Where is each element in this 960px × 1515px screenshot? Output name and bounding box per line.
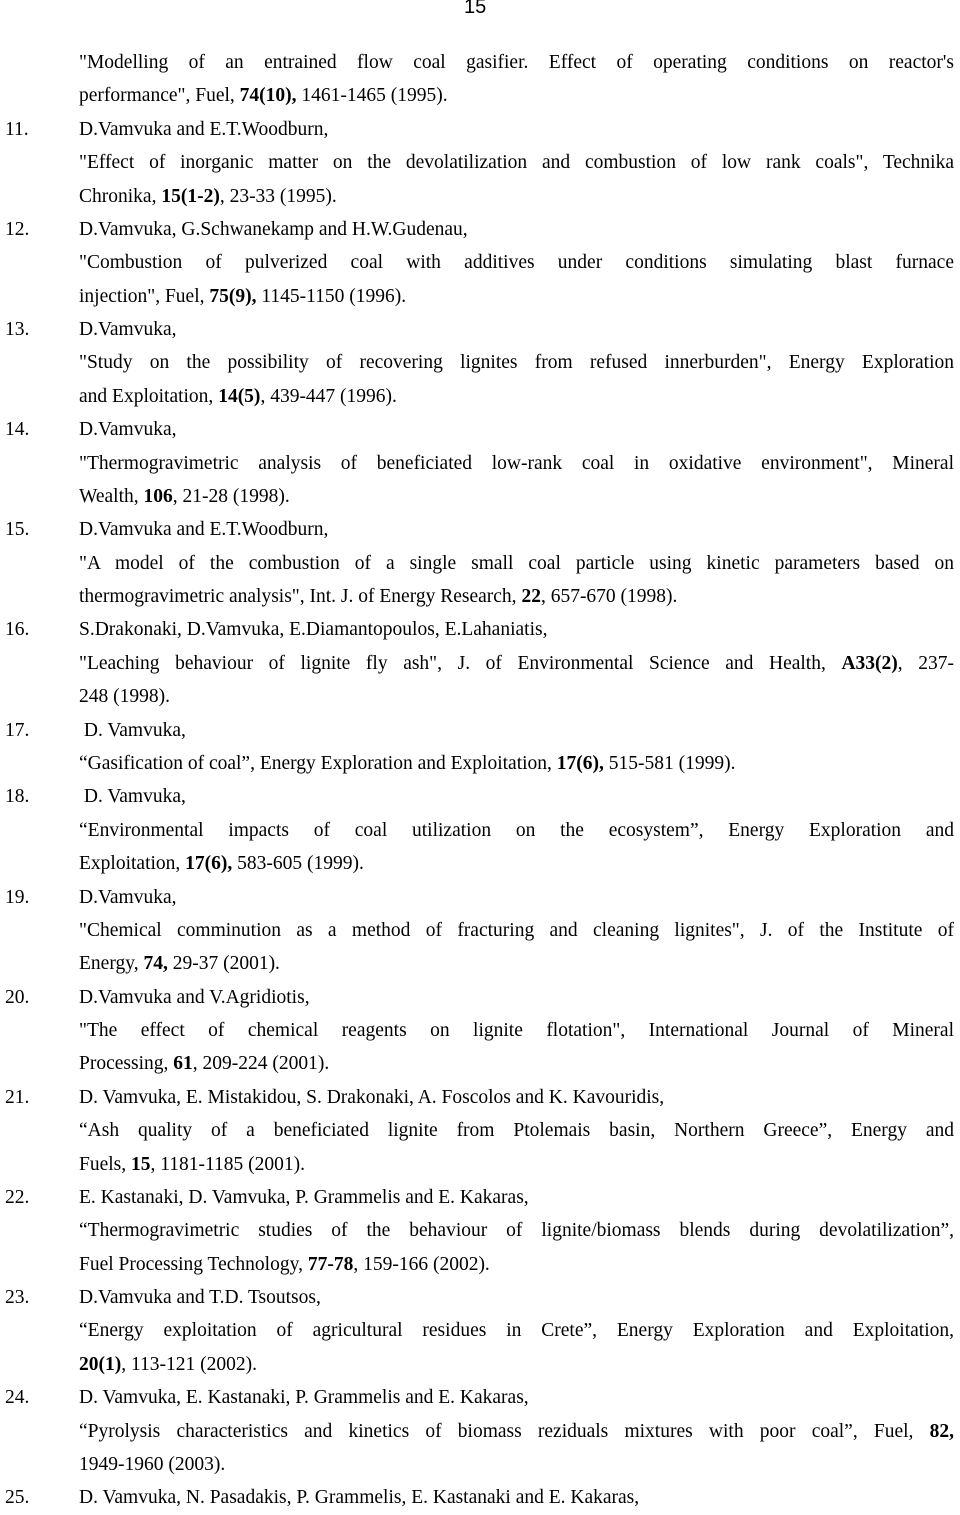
reference-text-line <box>0 1348 960 1381</box>
reference-heading-line <box>0 714 960 747</box>
reference-text-line <box>0 1047 960 1080</box>
reference-text: "Modelling of an entrained flow coal gasifier. Effect of operating conditions on reactor's <box>79 52 954 73</box>
reference-heading-line <box>0 113 960 146</box>
reference-heading-line <box>0 1281 960 1314</box>
reference-text: Wealth, 106, 21-28 (1998). <box>79 485 290 507</box>
reference-number: 15. <box>5 519 30 541</box>
reference-text-line <box>0 914 960 947</box>
reference-text: injection", Fuel, 75(9), 1145-1150 (1996). <box>79 285 407 307</box>
reference-text-line <box>0 280 960 313</box>
reference-text: Energy, 74, 29-37 (2001). <box>79 953 280 975</box>
reference-text-line <box>0 814 960 847</box>
reference-heading-line <box>0 613 960 646</box>
reference-text: 20(1), 113-121 (2002). <box>79 1353 258 1375</box>
reference-heading-line <box>0 780 960 813</box>
reference-text: D.Vamvuka and T.D. Tsoutsos, <box>79 1287 321 1309</box>
reference-heading-line <box>0 1181 960 1214</box>
reference-text-line <box>0 1014 960 1047</box>
reference-text-line <box>0 1415 960 1448</box>
reference-text-line <box>0 46 960 79</box>
reference-text-line <box>0 947 960 980</box>
reference-text: Chronika, 15(1-2), 23-33 (1995). <box>79 185 337 207</box>
reference-text-line <box>0 146 960 179</box>
reference-number: 19. <box>5 886 30 908</box>
reference-number: 16. <box>5 619 30 641</box>
reference-text: thermogravimetric analysis", Int. J. of Energy Research, 22, 657-670 (1998). <box>79 586 678 608</box>
reference-text-line <box>0 847 960 880</box>
reference-text: and Exploitation, 14(5), 439-447 (1996). <box>79 385 397 407</box>
reference-number: 12. <box>5 218 30 240</box>
reference-text: D. Vamvuka, E. Mistakidou, S. Drakonaki, A. Foscolos and K. Kavouridis, <box>79 1086 665 1108</box>
reference-text: D.Vamvuka, G.Schwanekamp and H.W.Gudenau, <box>79 218 468 240</box>
reference-text-line <box>0 747 960 780</box>
reference-text-line <box>0 580 960 613</box>
reference-text: “Ash quality of a beneficiated lignite from Ptolemais basin, Northern Greece”, Energy and <box>79 1120 954 1142</box>
reference-number: 20. <box>5 986 30 1008</box>
reference-text: Exploitation, 17(6), 583-605 (1999). <box>79 853 364 875</box>
reference-text: “Thermogravimetric studies of the behaviour of lignite/biomass blends during devolatilization”, <box>79 1220 954 1242</box>
reference-text-line <box>0 1148 960 1181</box>
reference-text-line <box>0 79 960 112</box>
reference-text-line <box>0 1214 960 1247</box>
reference-text: D. Vamvuka, <box>79 719 186 741</box>
reference-text: “Pyrolysis characteristics and kinetics of biomass reziduals mixtures with poor coal”, Fuel, 82, <box>79 1420 954 1442</box>
reference-text-line <box>0 346 960 379</box>
reference-text: D. Vamvuka, <box>79 786 186 808</box>
reference-text: 1949-1960 (2003). <box>79 1453 226 1475</box>
reference-heading-line <box>0 1381 960 1414</box>
reference-number: 17. <box>5 719 30 741</box>
reference-number: 13. <box>5 319 30 341</box>
reference-text-line <box>0 246 960 279</box>
reference-text: "Thermogravimetric analysis of beneficiated low-rank coal in oxidative environment", Mineral <box>79 452 954 474</box>
reference-number: 21. <box>5 1086 30 1108</box>
reference-text: "Combustion of pulverized coal with additives under conditions simulating blast furnace <box>79 252 954 274</box>
reference-text-line <box>0 380 960 413</box>
reference-text: D.Vamvuka, <box>79 319 177 341</box>
reference-text: D. Vamvuka, N. Pasadakis, P. Grammelis, E. Kastanaki and E. Kakaras, <box>79 1487 640 1509</box>
reference-number: 25. <box>5 1487 30 1509</box>
reference-text-line <box>0 1114 960 1147</box>
reference-text-line <box>0 647 960 680</box>
reference-text: "Chemical comminution as a method of fracturing and cleaning lignites", J. of the Institute of <box>79 919 954 941</box>
reference-text: “Energy exploitation of agricultural residues in Crete”, Energy Exploration and Exploitation, <box>79 1320 954 1342</box>
reference-text-line <box>0 447 960 480</box>
reference-number: 23. <box>5 1287 30 1309</box>
reference-text-line <box>0 1248 960 1281</box>
reference-text: 248 (1998). <box>79 686 170 708</box>
reference-text-line <box>0 480 960 513</box>
reference-text: "Effect of inorganic matter on the devolatilization and combustion of low rank coals", Technika <box>79 152 954 174</box>
reference-heading-line <box>0 881 960 914</box>
reference-text: D. Vamvuka, E. Kastanaki, P. Grammelis and E. Kakaras, <box>79 1387 529 1409</box>
reference-heading-line <box>0 1481 960 1514</box>
reference-text: "The effect of chemical reagents on lignite flotation", International Journal of Mineral <box>79 1020 954 1042</box>
reference-text: "A model of the combustion of a single small coal particle using kinetic parameters based on <box>79 552 954 574</box>
reference-text: Fuels, 15, 1181-1185 (2001). <box>79 1153 306 1175</box>
reference-text: D.Vamvuka and E.T.Woodburn, <box>79 118 329 140</box>
reference-text-line <box>0 1448 960 1481</box>
reference-number: 24. <box>5 1387 30 1409</box>
reference-text: performance", Fuel, 74(10), 1461-1465 (1995). <box>79 85 448 107</box>
reference-text: “Gasification of coal”, Energy Exploration and Exploitation, 17(6), 515-581 (1999). <box>79 752 736 774</box>
reference-heading-line <box>0 981 960 1014</box>
reference-text-line <box>0 680 960 713</box>
reference-number: 18. <box>5 786 30 808</box>
reference-text: Fuel Processing Technology, 77-78, 159-166 (2002). <box>79 1253 490 1275</box>
reference-text: “Environmental impacts of coal utilization on the ecosystem”, Energy Exploration and <box>79 819 954 841</box>
reference-heading-line <box>0 313 960 346</box>
reference-number: 22. <box>5 1186 30 1208</box>
reference-number: 11. <box>5 118 29 140</box>
reference-text: D.Vamvuka and V.Agridiotis, <box>79 986 310 1008</box>
reference-heading-line <box>0 513 960 546</box>
reference-text-line <box>0 1314 960 1347</box>
reference-text-line <box>0 180 960 213</box>
reference-text: Processing, 61, 209-224 (2001). <box>79 1053 330 1075</box>
reference-text: D.Vamvuka, <box>79 419 177 441</box>
reference-text: S.Drakonaki, D.Vamvuka, E.Diamantopoulos, E.Lahaniatis, <box>79 619 548 641</box>
reference-text-line <box>0 547 960 580</box>
reference-heading-line <box>0 1081 960 1114</box>
reference-heading-line <box>0 213 960 246</box>
reference-text: E. Kastanaki, D. Vamvuka, P. Grammelis and E. Kakaras, <box>79 1186 529 1208</box>
reference-number: 14. <box>5 419 30 441</box>
page-number: 15 <box>464 0 487 18</box>
reference-text: D.Vamvuka and E.T.Woodburn, <box>79 519 329 541</box>
reference-text: D.Vamvuka, <box>79 886 177 908</box>
reference-text: "Leaching behaviour of lignite fly ash", J. of Environmental Science and Health, A33(2), 237- <box>79 652 954 674</box>
reference-heading-line <box>0 413 960 446</box>
reference-text: "Study on the possibility of recovering lignites from refused innerburden", Energy Exploration <box>79 352 954 374</box>
